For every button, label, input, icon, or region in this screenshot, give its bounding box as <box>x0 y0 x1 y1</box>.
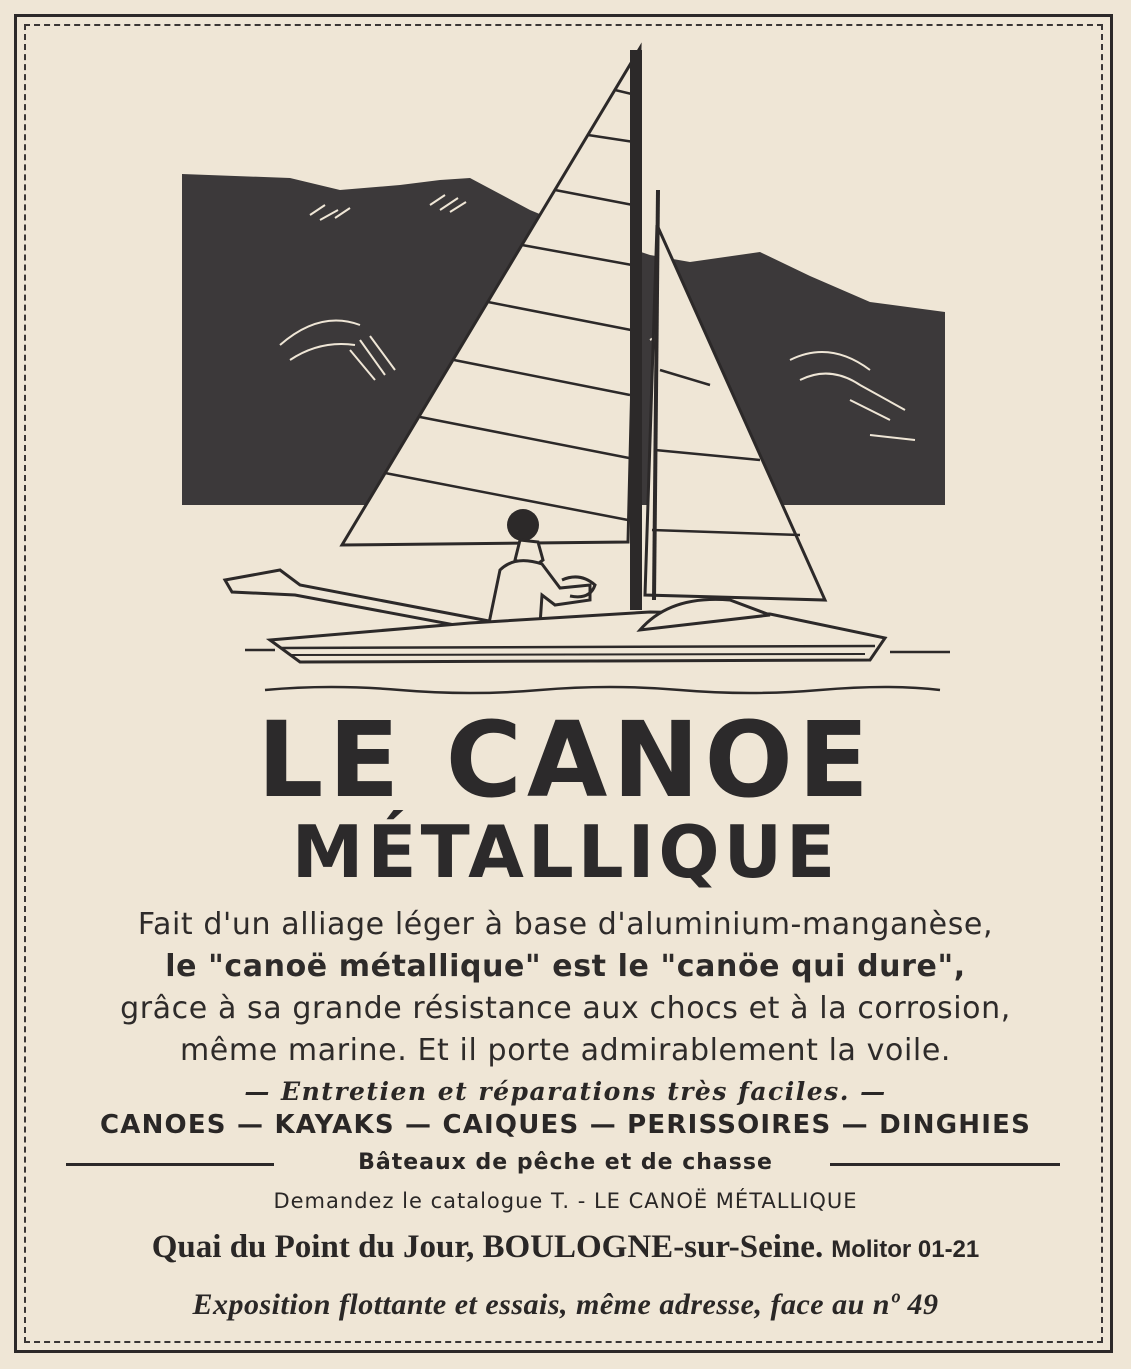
product-list: CANOES — KAYAKS — CAIQUES — PERISSOIRES — DINGHIES <box>99 1110 1031 1140</box>
headline-line2: MÉTALLIQUE <box>291 810 840 894</box>
body-line-4: même marine. Et il porte admirablement la voile. <box>179 1033 952 1068</box>
catalogue-line: Demandez le catalogue T. - LE CANOË MÉTALLIQUE <box>273 1189 858 1213</box>
body-line-1: Fait d'un alliage léger à base d'aluminium-manganèse, <box>137 907 994 942</box>
headline-line1: LE CANOE <box>257 699 874 821</box>
mast <box>630 50 642 610</box>
body-line-3: grâce à sa grande résistance aux chocs et à la corrosion, <box>120 991 1011 1026</box>
tagline: — Entretien et réparations très faciles. — <box>244 1077 887 1106</box>
address-street: Quai du Point du Jour, BOULOGNE-sur-Seine. <box>151 1229 824 1265</box>
sailing-canoe-illustration <box>170 40 970 700</box>
address-line <box>0 1225 1131 1272</box>
exhibition-line: Exposition flottante et essais, même adresse, face au nº 49 <box>192 1288 939 1321</box>
address-phone: Molitor 01-21 <box>831 1236 980 1263</box>
body-line-2: le "canoë métallique" est le "canöe qui dure", <box>165 949 966 984</box>
divider-right <box>830 1163 1060 1166</box>
boats-line: Bâteaux de pêche et de chasse <box>358 1150 773 1175</box>
